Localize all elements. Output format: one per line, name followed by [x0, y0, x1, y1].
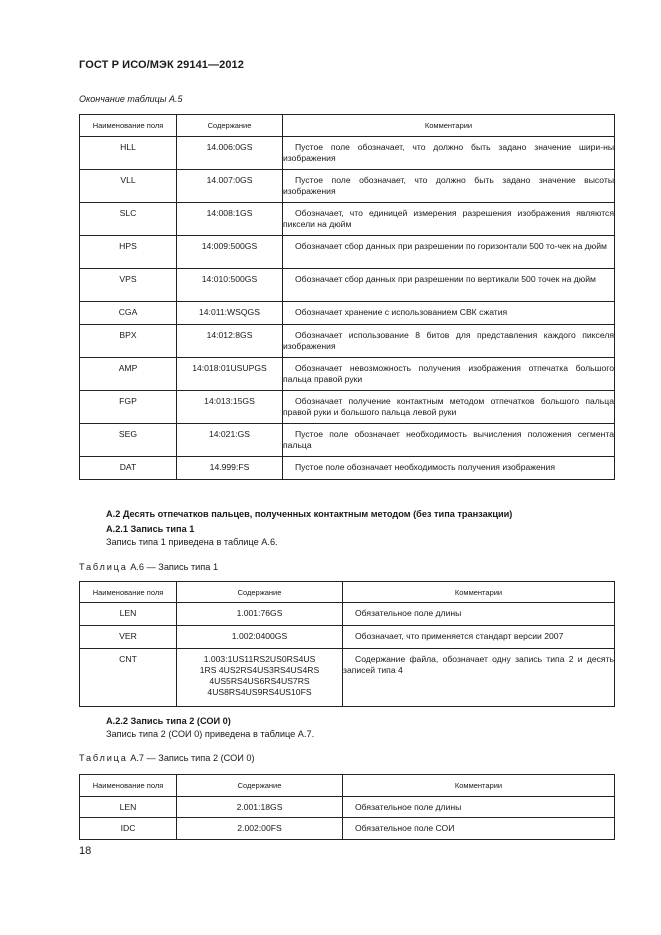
- field-content-cell-text: 2.002:00FS: [237, 823, 282, 833]
- field-comment-cell-text: Обозначает хранение с использованием СВК сжатия: [295, 307, 508, 317]
- column-header-field-name: Наименование поля: [80, 582, 177, 603]
- field-content-cell: [177, 203, 283, 236]
- field-content-cell: [177, 236, 283, 269]
- field-name-cell-text: SLC: [119, 208, 137, 218]
- subsection-a22-text: Запись типа 2 (СОИ 0) приведена в таблице А.7.: [106, 729, 315, 739]
- field-content-cell: [177, 325, 283, 358]
- column-header-content: Содержание: [177, 582, 343, 603]
- table-row: [80, 797, 615, 818]
- field-comment-cell: [283, 302, 615, 325]
- field-name-cell: [80, 649, 177, 707]
- field-comment-cell-text: Пустое поле обозначает, что должно быть задано значение шири-ны изображения: [283, 142, 614, 163]
- field-content-cell-text: 2.001:18GS: [236, 802, 283, 812]
- field-comment-cell-text: Обязательное поле длины: [355, 802, 462, 812]
- field-comment-cell: [283, 236, 615, 269]
- field-content-cell: [177, 818, 343, 840]
- field-name-cell: [80, 603, 177, 626]
- field-content-cell: [177, 302, 283, 325]
- field-name-cell-text: VER: [119, 631, 137, 641]
- field-content-cell: [177, 137, 283, 170]
- document-code-header: ГОСТ Р ИСО/МЭК 29141—2012: [79, 59, 244, 71]
- field-name-cell: [80, 391, 177, 424]
- table-row: [80, 424, 615, 457]
- field-comment-cell: [283, 457, 615, 480]
- column-header-content: Содержание: [177, 775, 343, 797]
- field-content-cell-text: 14.006:0GS: [206, 142, 253, 152]
- table-row: [80, 137, 615, 170]
- field-content-cell: [177, 457, 283, 480]
- field-comment-cell: [283, 391, 615, 424]
- field-name-cell: [80, 236, 177, 269]
- field-comment-cell-text: Обозначает использование 8 битов для представления каждого пикселя изображения: [283, 330, 614, 351]
- field-content-cell-text: 14:009:500GS: [201, 241, 258, 251]
- table-a6: [79, 581, 615, 707]
- table-row: [80, 649, 615, 707]
- field-comment-cell-text: Обозначает получение контактным методом отпечатков большого пальца правой руки и большого пальца левой руки: [283, 396, 614, 417]
- field-content-cell-text: 14:008:1GS: [206, 208, 253, 218]
- table-row: [80, 818, 615, 840]
- field-comment-cell-text: Обозначает невозможность получения изображения отпечатка большого пальца правой руки: [283, 363, 614, 384]
- table-row: [80, 269, 615, 302]
- field-name-cell: [80, 457, 177, 480]
- field-content-cell-text: 14:021:GS: [208, 429, 251, 439]
- field-comment-cell: [283, 424, 615, 457]
- table-a6-caption: [79, 562, 218, 572]
- table-a5-caption: Окончание таблицы А.5: [79, 94, 183, 104]
- field-comment-cell: [283, 137, 615, 170]
- field-comment-cell-text: Пустое поле обозначает необходимость получения изображения: [295, 462, 555, 472]
- field-comment-cell: [343, 626, 615, 649]
- field-comment-cell-text: Обозначает сбор данных при разрешении по вертикали 500 точек на дюйм: [295, 274, 596, 284]
- field-content-cell-text: 14.007:0GS: [206, 175, 253, 185]
- field-comment-cell-text: Обозначает, что применяется стандарт версии 2007: [355, 631, 564, 641]
- field-name-cell-text: FGP: [119, 396, 137, 406]
- table-a7-caption-word: Таблица: [79, 753, 128, 763]
- table-row: [80, 358, 615, 391]
- table-a6-body: [80, 603, 615, 707]
- field-comment-cell-text: Пустое поле обозначает, что должно быть задано значение высоты изображения: [283, 175, 614, 196]
- column-header-content: Содержание: [177, 115, 283, 137]
- field-comment-cell: [283, 170, 615, 203]
- section-a2-heading: А.2 Десять отпечатков пальцев, полученных контактным методом (без типа транзакции): [106, 509, 513, 519]
- field-name-cell: [80, 797, 177, 818]
- column-header-field-name: Наименование поля: [80, 775, 177, 797]
- field-comment-cell: [283, 203, 615, 236]
- table-a7-caption-text: А.7 — Запись типа 2 (СОИ 0): [130, 753, 255, 763]
- table-a7-body: [80, 797, 615, 840]
- table-a5: [79, 114, 615, 480]
- table-row: [80, 236, 615, 269]
- field-content-cell-text: 1.003:1US11RS2US0RS4US 1RS 4US2RS4US3RS4US4RS 4US5RS4US6RS4US7RS 4US8RS4US9RS4US10FS: [199, 654, 320, 697]
- field-content-cell: [177, 424, 283, 457]
- column-header-comments: Комментарии: [283, 115, 615, 137]
- field-comment-cell-text: Обязательное поле СОИ: [355, 823, 455, 833]
- field-content-cell-text: 14:013:15GS: [204, 396, 255, 406]
- table-a6-caption-text: А.6 — Запись типа 1: [130, 562, 219, 572]
- field-name-cell-text: CNT: [119, 654, 137, 664]
- field-comment-cell: [283, 325, 615, 358]
- field-comment-cell: [343, 649, 615, 707]
- field-content-cell: [177, 391, 283, 424]
- field-name-cell-text: CGA: [118, 307, 138, 317]
- field-comment-cell: [283, 358, 615, 391]
- field-comment-cell-text: Содержание файла, обозначает одну запись типа 2 и десять записей типа 4: [343, 654, 614, 675]
- table-a7: [79, 774, 615, 840]
- field-name-cell-text: AMP: [118, 363, 138, 373]
- field-name-cell-text: HPS: [119, 241, 137, 251]
- field-content-cell-text: 14:011:WSQGS: [199, 307, 260, 317]
- column-header-comments: Комментарии: [343, 582, 615, 603]
- table-header-row: [80, 582, 615, 603]
- field-name-cell: [80, 626, 177, 649]
- column-header-field-name: Наименование поля: [80, 115, 177, 137]
- field-name-cell-text: BPX: [119, 330, 137, 340]
- field-comment-cell-text: Обозначает, что единицей измерения разрешения изображения являются пиксели на дюйм: [283, 208, 614, 229]
- table-row: [80, 203, 615, 236]
- table-row: [80, 391, 615, 424]
- field-content-cell: [177, 626, 343, 649]
- field-name-cell: [80, 203, 177, 236]
- table-header-row: [80, 775, 615, 797]
- field-comment-cell-text: Обязательное поле длины: [355, 608, 462, 618]
- field-content-cell-text: 1.001:76GS: [236, 608, 283, 618]
- field-name-cell-text: VLL: [120, 175, 136, 185]
- field-name-cell: [80, 358, 177, 391]
- column-header-comments: Комментарии: [343, 775, 615, 797]
- field-content-cell: [177, 170, 283, 203]
- page-number: 18: [79, 845, 92, 857]
- field-name-cell-text: LEN: [119, 608, 137, 618]
- field-content-cell-text: 14:018:01USUPGS: [192, 363, 267, 373]
- field-content-cell-text: 14:010:500GS: [201, 274, 258, 284]
- table-row: [80, 170, 615, 203]
- field-comment-cell: [343, 797, 615, 818]
- field-content-cell: [177, 269, 283, 302]
- field-comment-cell-text: Пустое поле обозначает необходимость вычисления положения сегмента пальца: [283, 429, 614, 450]
- table-row: [80, 302, 615, 325]
- field-content-cell: [177, 603, 343, 626]
- field-name-cell: [80, 424, 177, 457]
- field-name-cell: [80, 170, 177, 203]
- subsection-a22-heading: А.2.2 Запись типа 2 (СОИ 0): [106, 716, 231, 726]
- table-row: [80, 603, 615, 626]
- table-row: [80, 626, 615, 649]
- field-name-cell-text: DAT: [119, 462, 137, 472]
- subsection-a21-text: Запись типа 1 приведена в таблице А.6.: [106, 537, 278, 547]
- table-a7-caption: [79, 753, 255, 763]
- field-name-cell-text: LEN: [119, 802, 137, 812]
- field-comment-cell: [283, 269, 615, 302]
- field-content-cell: [177, 649, 343, 707]
- field-content-cell-text: 1.002:0400GS: [231, 631, 288, 641]
- field-content-cell: [177, 358, 283, 391]
- table-row: [80, 457, 615, 480]
- field-name-cell: [80, 818, 177, 840]
- field-content-cell-text: 14.999:FS: [209, 462, 250, 472]
- field-name-cell: [80, 269, 177, 302]
- table-row: [80, 325, 615, 358]
- table-header-row: [80, 115, 615, 137]
- field-content-cell-text: 14:012:8GS: [206, 330, 253, 340]
- field-comment-cell-text: Обозначает сбор данных при разрешении по горизонтали 500 то-чек на дюйм: [295, 241, 607, 251]
- field-comment-cell: [343, 818, 615, 840]
- field-name-cell-text: VPS: [119, 274, 137, 284]
- subsection-a21-heading: А.2.1 Запись типа 1: [106, 524, 195, 534]
- field-comment-cell: [343, 603, 615, 626]
- field-name-cell: [80, 325, 177, 358]
- field-name-cell-text: SEG: [118, 429, 138, 439]
- field-name-cell: [80, 137, 177, 170]
- table-a5-body: [80, 137, 615, 480]
- field-content-cell: [177, 797, 343, 818]
- table-a6-caption-word: Таблица: [79, 562, 128, 572]
- field-name-cell-text: IDC: [120, 823, 136, 833]
- field-name-cell-text: HLL: [120, 142, 136, 152]
- field-name-cell: [80, 302, 177, 325]
